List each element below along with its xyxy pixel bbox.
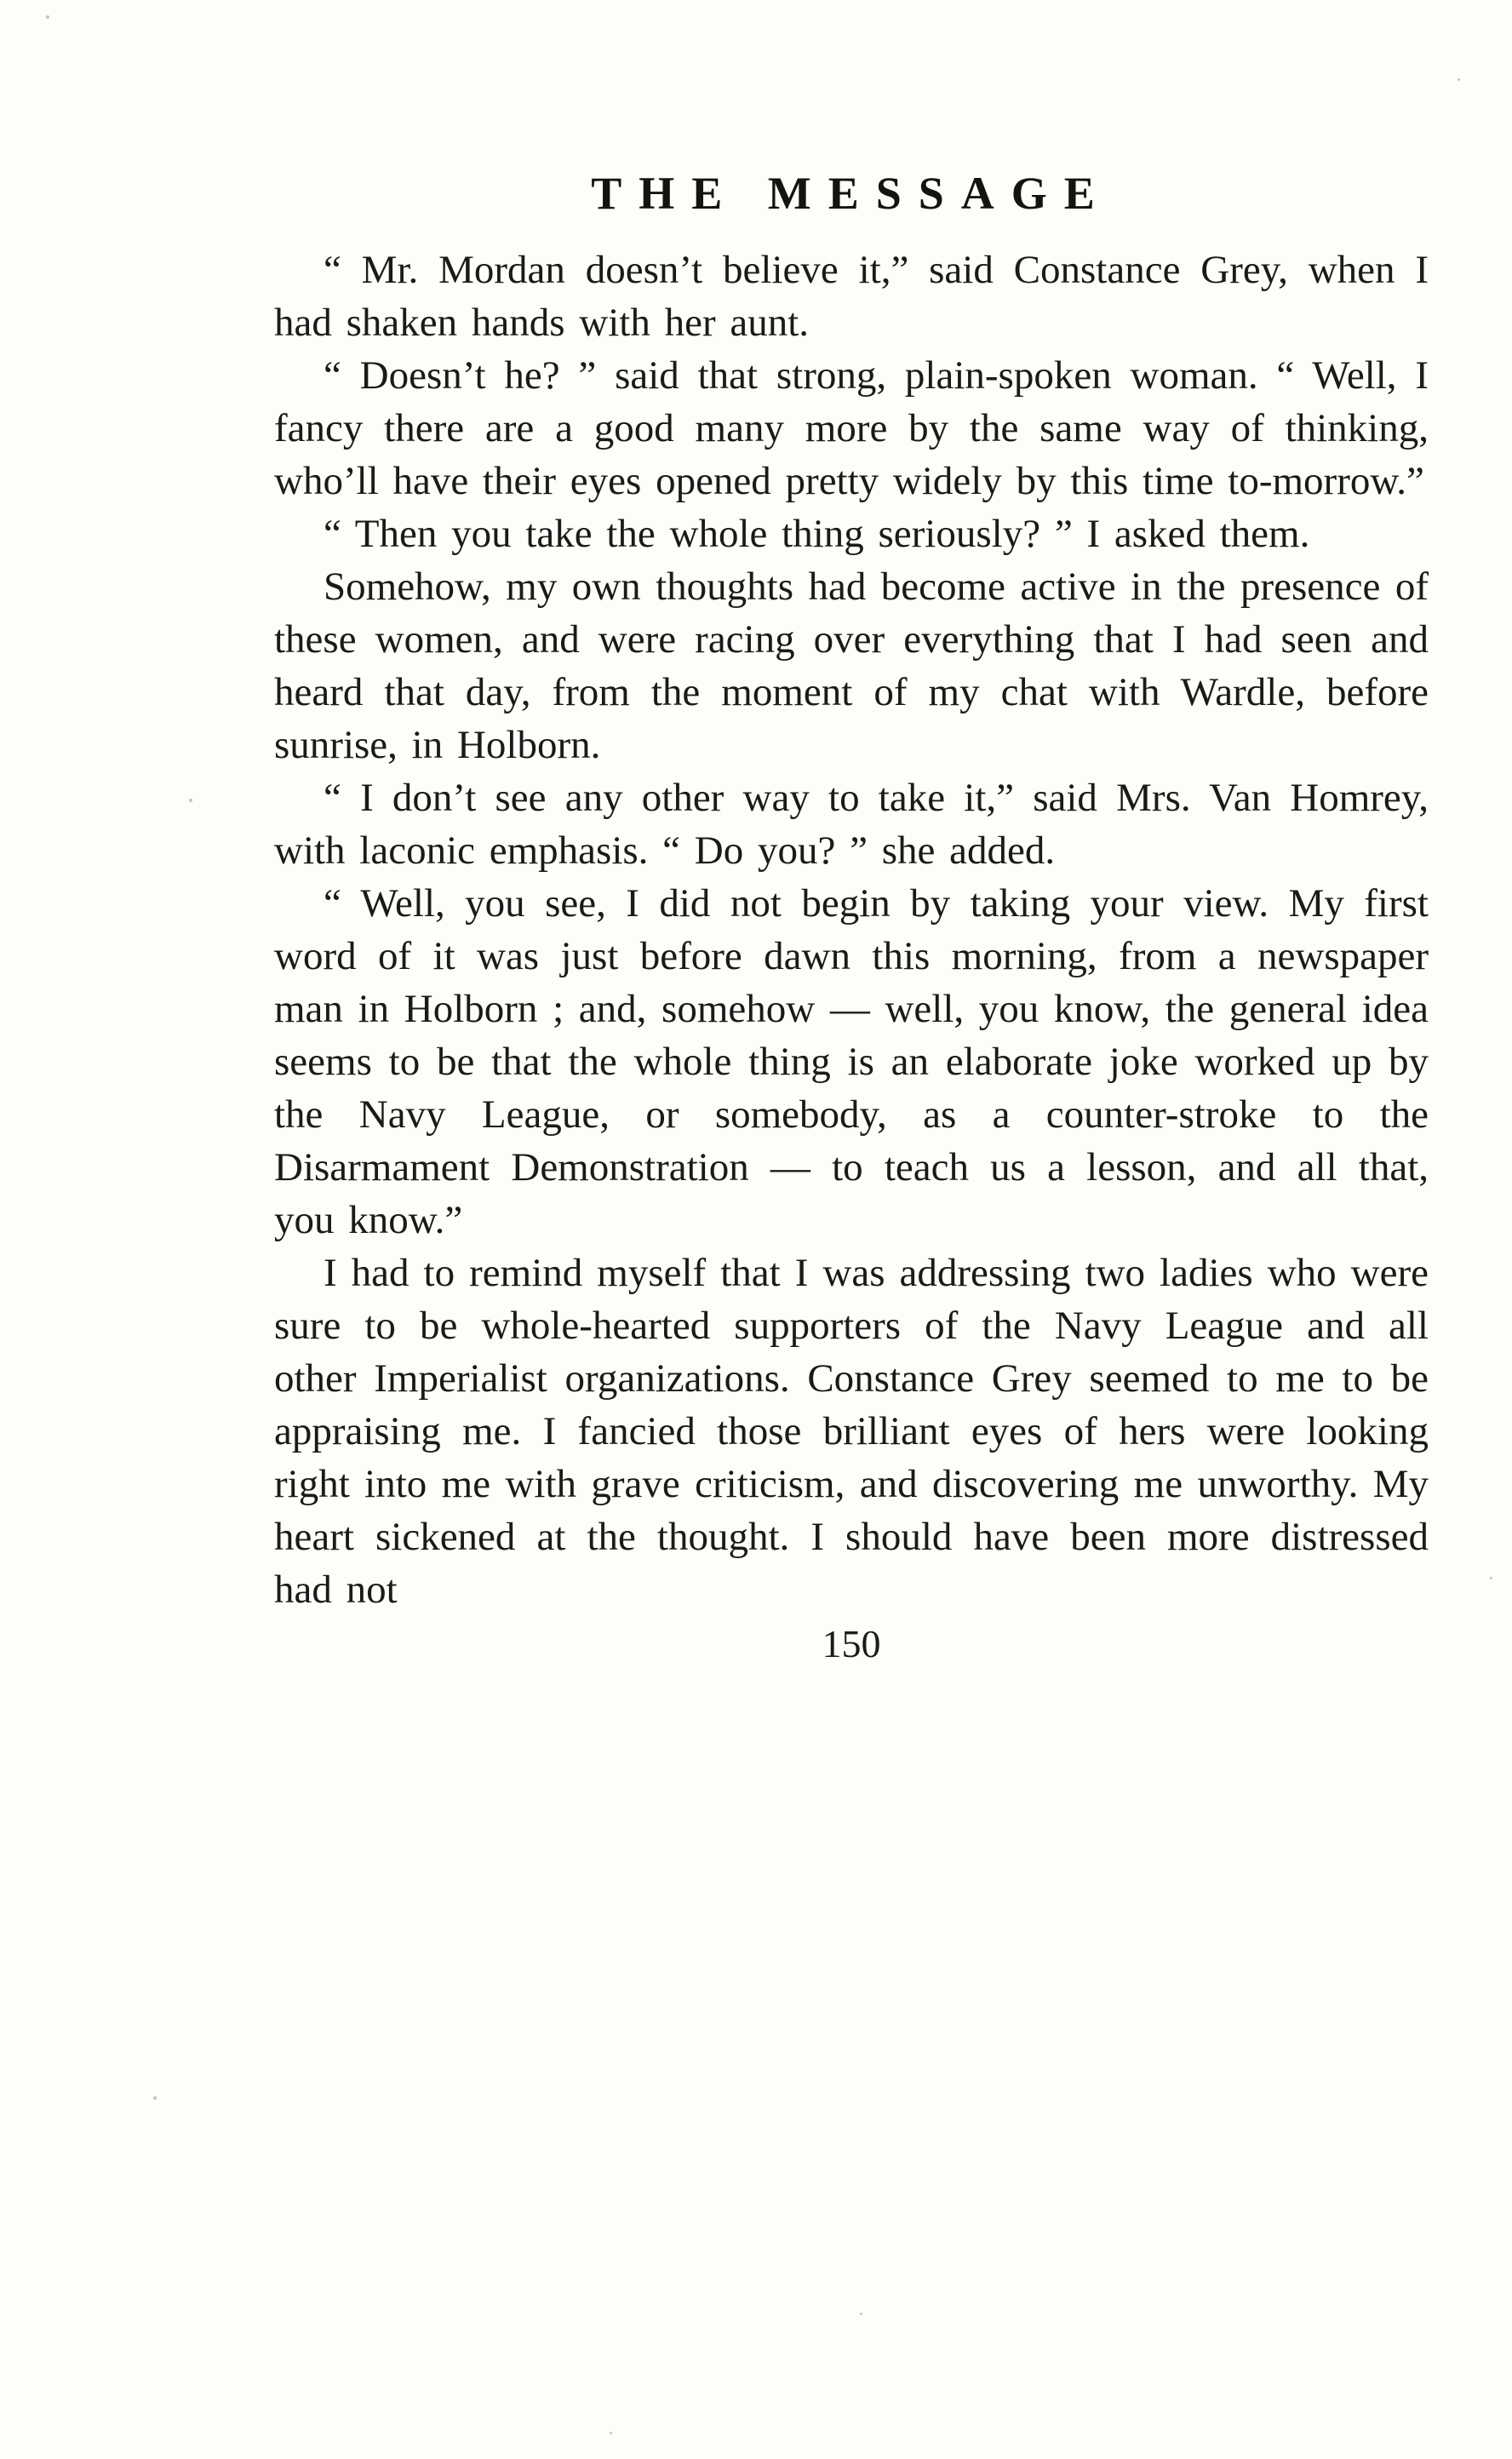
paragraph: I had to remind myself that I was addressing two ladies who were sure to be whole-hearted supporters of the Navy League and all other Imperialist organizations. Constance Grey seemed to me to be appraising me. I fancied those brilliant eyes of hers were looking right into me with grave criticism, and discovering me unworthy. My heart sickened at the thought. I should have been more distressed had not (274, 1251, 1429, 1612)
paragraph: “ Doesn’t he? ” said that strong, plain-spoken woman. “ Well, I fancy there are a good many more by the same way of thinking, who’ll have their eyes opened pretty widely by this time to-morrow.” (274, 353, 1429, 503)
scan-speck (860, 2313, 862, 2315)
scan-speck (46, 15, 49, 19)
scan-speck (610, 2432, 612, 2434)
page-body (274, 244, 1429, 1616)
paragraph: “ Well, you see, I did not begin by taking your view. My first word of it was just before dawn this morning, from a newspaper man in Holborn ; and, somehow — well, you know, the general idea seems to be that the whole thing is an elaborate joke worked up by the Navy League, or somebody, as a counter-stroke to the Disarmament Demonstration — to teach us a lesson, and all that, you know.” (274, 881, 1429, 1242)
paragraph: “ Then you take the whole thing seriously? ” I asked them. (324, 512, 1310, 556)
scan-speck (189, 799, 192, 802)
page-content (274, 167, 1429, 1671)
scan-speck (1490, 1577, 1492, 1579)
paragraph: “ I don’t see any other way to take it,” said Mrs. Van Homrey, with laconic emphasis. “ Do you? ” she added. (274, 776, 1429, 873)
scan-speck (153, 2096, 157, 2100)
scan-speck (1458, 78, 1460, 81)
page-title: THE MESSAGE (591, 168, 1112, 219)
paragraph: “ Mr. Mordan doesn’t believe it,” said Constance Grey, when I had shaken hands with her aunt. (274, 248, 1429, 345)
page-number: 150 (822, 1622, 881, 1665)
paragraph: Somehow, my own thoughts had become active in the presence of these women, and were racing over everything that I had seen and heard that day, from the moment of my chat with Wardle, before sunrise, in Holborn. (274, 565, 1429, 767)
